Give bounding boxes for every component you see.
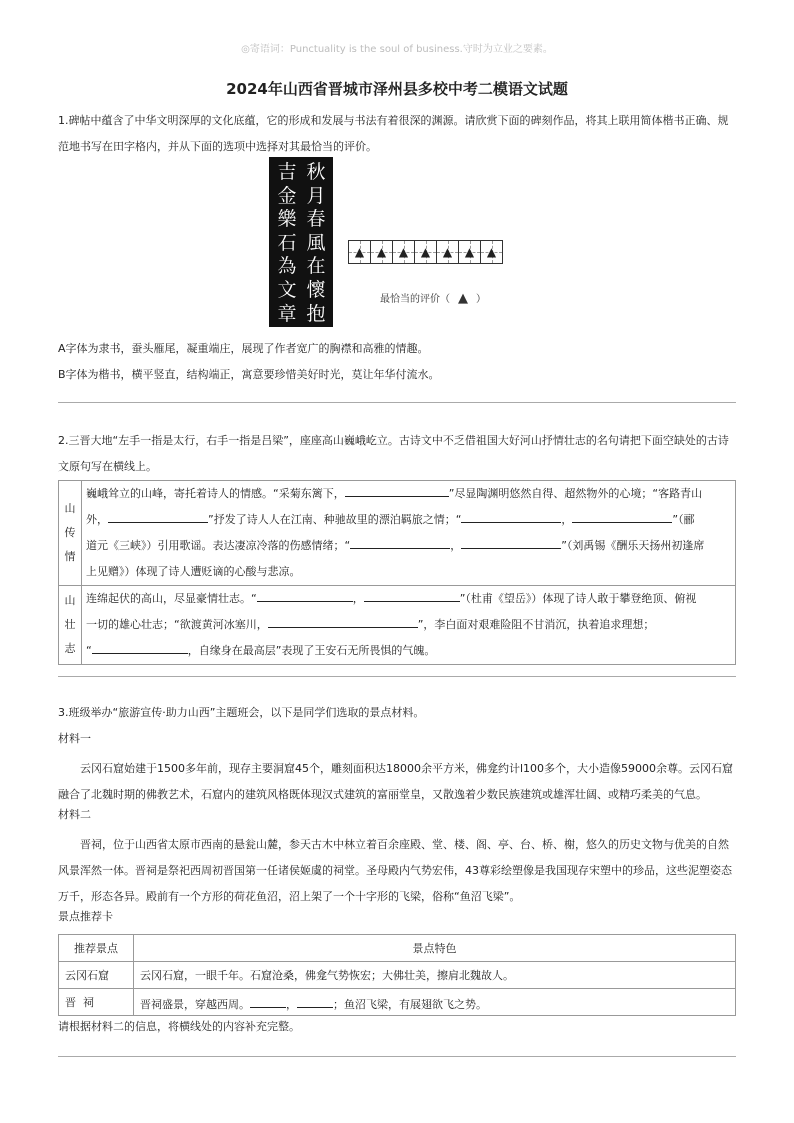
answer-blank[interactable] — [297, 993, 333, 1008]
material-1-label: 材料一 — [58, 732, 91, 745]
poetry-fill-table — [58, 480, 736, 665]
text-segment: ”，李白面对艰难险阻不甘消沉，执着追求理想； — [417, 618, 655, 631]
material-1-text: 云冈石窟始建于1500多年前，现存主要洞窟45个，雕刻面积达18000余平方米，佛龛约计l100多个，大小造像59000余尊。云冈石窟融合了北魏时期的佛教艺术，石窟内的建筑风格既体现汉式建筑的富丽堂皇，又散逸着少数民族建筑或雄浑壮阔、或精巧柔美的气息。 — [58, 762, 734, 801]
instruction-text: 请根据材料二的信息，将横线处的内容补充完整。 — [58, 1020, 300, 1033]
text-segment: ”（杜甫《望岳》）体现了诗人敢于攀登绝顶、俯视 — [459, 592, 697, 605]
text-segment: 巍峨耸立的山峰，寄托着诗人的情感。“采菊东篱下， — [86, 487, 345, 500]
column-header: 推荐景点 — [59, 935, 134, 962]
grid-cell[interactable] — [459, 241, 481, 263]
rubbing-char: 秋 — [306, 161, 326, 183]
question-2-stem: 2.三晋大地“左手一指是太行，右手一指是吕梁”，座座高山巍峨屹立。古诗文中不乏借祖国大好河山抒情壮志的名句请把下面空缺处的古诗文原句写在横线上。 — [58, 434, 729, 473]
text-line — [86, 612, 731, 638]
answer-marker[interactable]: ▲ — [458, 291, 468, 306]
answer-blank[interactable] — [572, 508, 672, 523]
page-title: 2024年山西省晋城市泽州县多校中考二模语文试题 — [226, 80, 568, 98]
question-1-stem: 1.碑帖中蕴含了中华文明深厚的文化底蕴，它的形成和发展与书法有着很深的渊源。请欣赏下面的碑刻作品，将其上联用简体楷书正确、规范地书写在田字格内，并从下面的选项中选择对其最恰当的评价。 — [58, 114, 729, 153]
rubbing-char: 吉 — [277, 161, 297, 183]
text-segment: ， — [450, 539, 462, 552]
table-row — [59, 989, 736, 1016]
text-segment: 晋祠盛景，穿越西周。 — [140, 997, 250, 1011]
text-segment: ， — [561, 513, 573, 526]
answer-marker: ▲ — [376, 245, 387, 259]
answer-blank[interactable] — [268, 613, 418, 628]
material-2-text: 晋祠，位于山西省太原市西南的悬瓮山麓，参天古木中林立着百余座殿、堂、楼、阁、亭、台、桥、榭，悠久的历史文物与优美的自然风景浑然一体。晋祠是祭祀西周初晋国第一任诸侯姬虞的祠堂。圣母殿内气势宏伟，43尊彩绘塑像是我国现存宋塑中的珍品，这些泥塑姿态万千，形态各异。殿前有一个方形的荷花鱼沼，沼上架了一个十字形的飞梁，俗称“鱼沼飞梁”。 — [58, 838, 732, 903]
rubbing-char: 月 — [306, 184, 326, 207]
text-segment: 外， — [86, 513, 108, 526]
answer-blank[interactable] — [108, 508, 208, 523]
table-cell — [134, 989, 736, 1016]
rubbing-left-column — [272, 161, 302, 326]
row-content — [82, 586, 736, 665]
text-segment: ；鱼沼飞梁，有展翅欲飞之势。 — [333, 997, 487, 1011]
text-line: 上见赠》）体现了诗人遭贬谪的心酸与悲凉。 — [86, 565, 301, 578]
scenic-spot-table — [58, 934, 736, 1016]
text-line — [86, 586, 731, 612]
section-divider — [58, 676, 736, 677]
rubbing-char: 為 — [277, 255, 297, 278]
column-header: 景点特色 — [134, 935, 736, 962]
text-segment: ， — [286, 997, 297, 1011]
text-segment: ”（郦 — [672, 513, 695, 526]
watermark: ◎寄语词：Punctuality is the soul of business.守时为立业之要素。 — [241, 44, 553, 55]
grid-cell[interactable] — [415, 241, 437, 263]
rubbing-char: 金 — [277, 184, 297, 207]
answer-marker: ▲ — [354, 245, 365, 259]
answer-blank[interactable] — [364, 587, 460, 602]
text-line — [86, 481, 731, 507]
text-segment: 一切的雄心壮志；“欲渡黄河冰塞川， — [86, 618, 268, 631]
answer-blank[interactable] — [250, 993, 286, 1008]
rubbing-char: 章 — [277, 302, 297, 325]
rubbing-right-column — [301, 161, 331, 326]
rubbing-char: 在 — [306, 255, 326, 278]
table-row — [59, 962, 736, 989]
answer-blank[interactable] — [92, 639, 188, 654]
answer-marker: ▲ — [464, 245, 475, 259]
row-label: 山壮志 — [59, 586, 82, 665]
question-3-stem: 3.班级举办“旅游宣传·助力山西”主题班会，以下是同学们选取的景点材料。 — [58, 706, 425, 719]
table-cell: 晋 祠 — [59, 989, 134, 1016]
rubbing-char: 抱 — [306, 302, 326, 325]
section-divider — [58, 1056, 736, 1057]
answer-blank[interactable] — [257, 587, 353, 602]
answer-marker: ▲ — [442, 245, 453, 259]
text-line — [86, 533, 731, 559]
grid-cell[interactable] — [371, 241, 393, 263]
answer-marker: ▲ — [398, 245, 409, 259]
best-evaluation-label: 最恰当的评价（ — [380, 294, 450, 305]
rubbing-char: 文 — [277, 278, 297, 301]
table-cell: 云冈石窟 — [59, 962, 134, 989]
rubbing-char: 樂 — [277, 208, 297, 231]
section-divider — [58, 402, 736, 403]
text-line — [86, 638, 731, 664]
answer-marker: ▲ — [420, 245, 431, 259]
best-evaluation — [380, 290, 486, 306]
answer-blank[interactable] — [461, 508, 561, 523]
material-2-label: 材料二 — [58, 808, 91, 821]
text-segment: “ — [86, 644, 92, 657]
rubbing-char: 懷 — [306, 278, 326, 301]
table-row — [59, 586, 736, 665]
option-b: B字体为楷书，横平竖直，结构端正，寓意要珍惜美好时光，莫让年华付流水。 — [58, 368, 440, 381]
table-header-row — [59, 935, 736, 962]
option-a: A字体为隶书，蚕头雁尾，凝重端庄，展现了作者宽广的胸襟和高雅的情趣。 — [58, 342, 429, 355]
best-evaluation-close: ） — [476, 294, 486, 305]
rubbing-char: 春 — [306, 208, 326, 231]
text-segment: ，自缘身在最高层”表现了王安石无所畏惧的气魄。 — [187, 644, 436, 657]
answer-blank[interactable] — [350, 534, 450, 549]
text-segment: ”尽显陶渊明悠然自得、超然物外的心境；“客路青山 — [448, 487, 703, 500]
text-segment: ， — [352, 592, 364, 605]
row-content — [82, 481, 736, 586]
grid-cell[interactable] — [393, 241, 415, 263]
answer-blank[interactable] — [345, 482, 449, 497]
row-label: 山传情 — [59, 481, 82, 586]
rubbing-char: 風 — [306, 231, 326, 254]
text-segment: 连绵起伏的高山，尽显豪情壮志。“ — [86, 592, 257, 605]
tianzige-writing-grid[interactable] — [348, 240, 503, 264]
answer-marker: ▲ — [486, 245, 497, 259]
grid-cell[interactable] — [481, 241, 502, 263]
text-segment: 道元《三峡》）引用歌谣。表达凄凉冷落的伤感情绪；“ — [86, 539, 351, 552]
table-cell: 云冈石窟，一眼千年。石窟沧桑，佛龛气势恢宏；大佛壮美，擦肩北魏故人。 — [134, 962, 736, 989]
calligraphy-rubbing — [269, 157, 333, 327]
text-segment: ”（刘禹锡《酬乐天扬州初逢席 — [561, 539, 705, 552]
text-line — [86, 507, 731, 533]
recommendation-card-label: 景点推荐卡 — [58, 910, 113, 923]
grid-cell[interactable] — [437, 241, 459, 263]
text-segment: ”抒发了诗人人在江南、种驰故里的漂泊羁旅之情；“ — [208, 513, 462, 526]
rubbing-char: 石 — [277, 231, 297, 254]
answer-blank[interactable] — [461, 534, 561, 549]
grid-cell[interactable] — [349, 241, 371, 263]
table-row — [59, 481, 736, 586]
